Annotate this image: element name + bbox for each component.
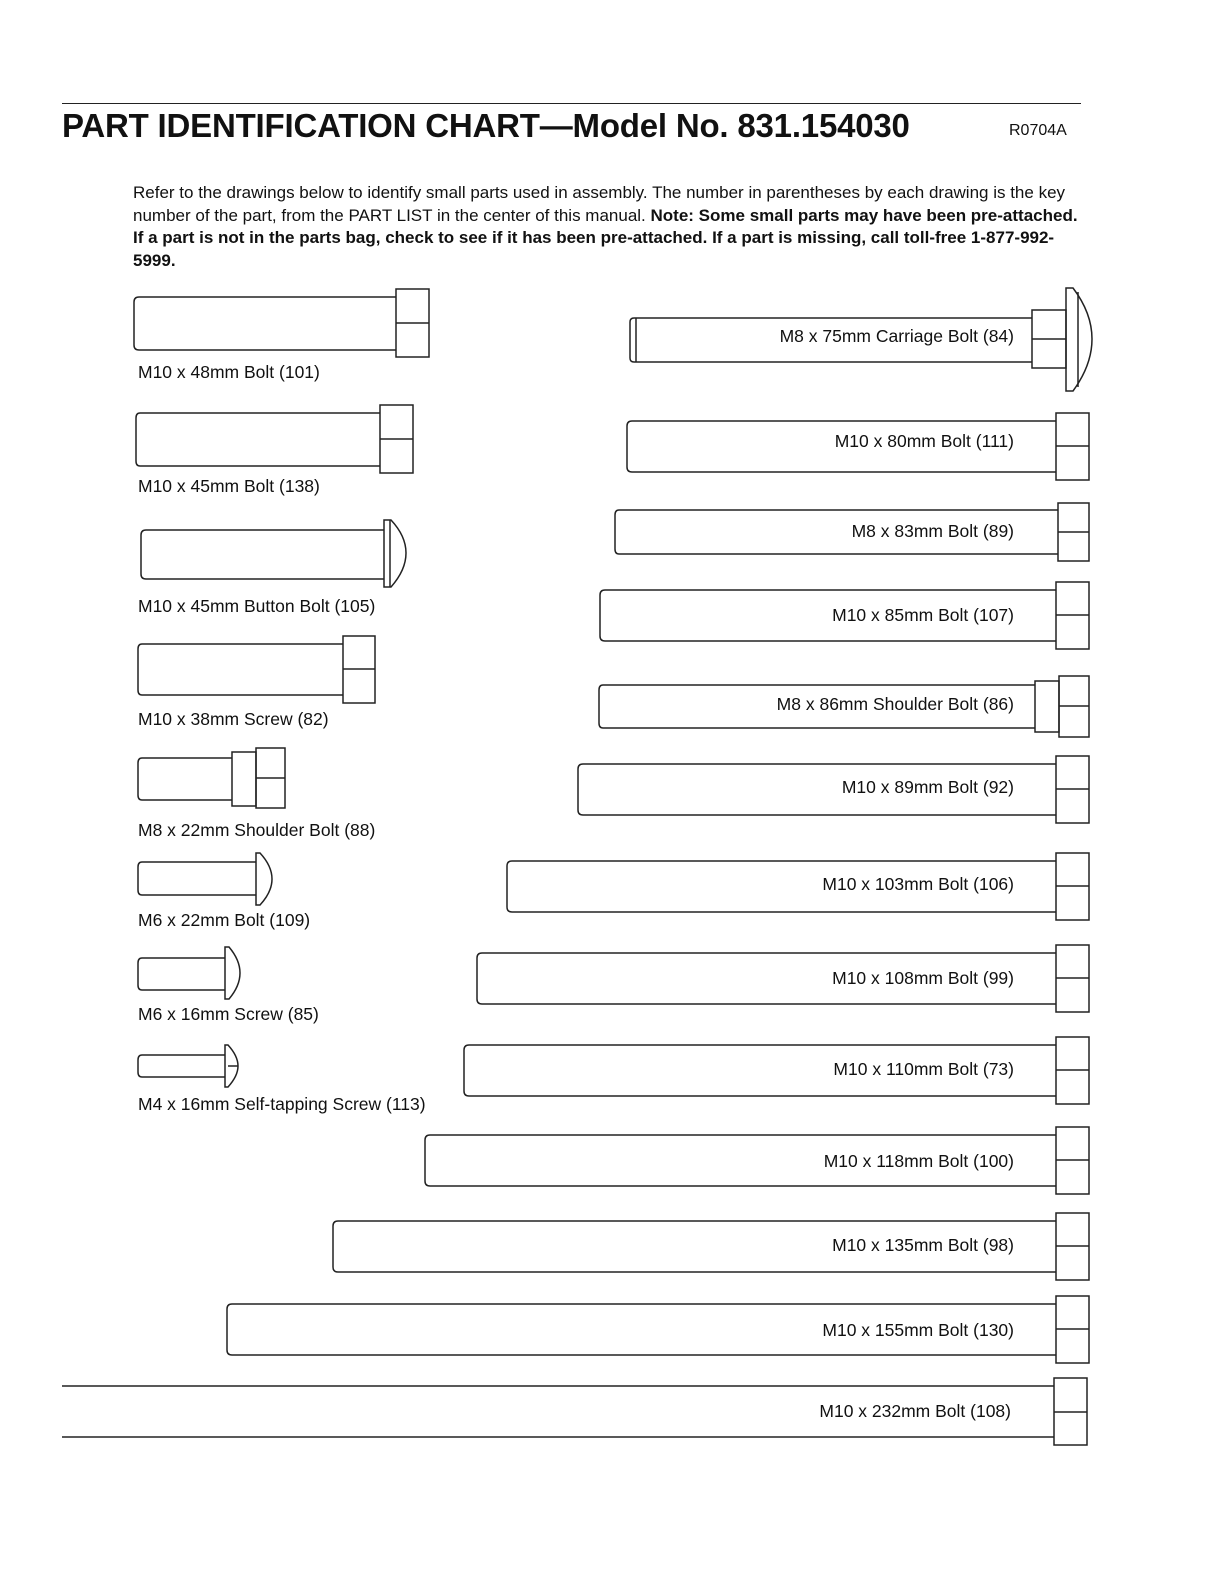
part-label-85: M6 x 16mm Screw (85) [138,1004,319,1024]
page-title: PART IDENTIFICATION CHART—Model No. 831.154030 [62,107,910,144]
part-label-106: M10 x 103mm Bolt (106) [822,874,1014,894]
part-label-138: M10 x 45mm Bolt (138) [138,476,320,496]
button-bolt-105-drawing [141,520,406,587]
part-label-109: M6 x 22mm Bolt (109) [138,910,311,930]
part-label-99: M10 x 108mm Bolt (99) [832,968,1014,988]
bolt-138-drawing [136,405,413,473]
part-label-107: M10 x 85mm Bolt (107) [832,605,1014,625]
part-label-113: M4 x 16mm Self-tapping Screw (113) [138,1094,426,1114]
screw-85-drawing [138,947,240,999]
part-label-100: M10 x 118mm Bolt (100) [823,1151,1014,1171]
part-label-111: M10 x 80mm Bolt (111) [834,431,1014,451]
document-code: R0704A [1009,122,1067,139]
part-label-84: M8 x 75mm Carriage Bolt (84) [779,326,1014,346]
screw-82-drawing [138,636,375,703]
screw-113-drawing [138,1045,238,1087]
part-label-73: M10 x 110mm Bolt (73) [833,1059,1014,1079]
part-label-86: M8 x 86mm Shoulder Bolt (86) [776,694,1014,714]
shoulder-bolt-88-drawing [138,748,285,808]
part-label-105: M10 x 45mm Button Bolt (105) [138,596,376,616]
bolt-101-drawing [134,289,429,357]
part-label-130: M10 x 155mm Bolt (130) [822,1320,1014,1340]
intro-text: Refer to the drawings below to identify small parts used in assembly. The number in parentheses by each drawing is the key number of the part, from the PART LIST in the center of this manual. [133,183,1066,225]
part-label-101: M10 x 48mm Bolt (101) [138,362,320,382]
part-label-92: M10 x 89mm Bolt (92) [841,777,1014,797]
part-label-108: M10 x 232mm Bolt (108) [819,1401,1011,1421]
bolt-109-drawing [138,853,272,905]
intro-note: Note: Some small parts may have been pre-attached. If a part is not in the parts bag, check to see if it has been pre-attached. If a part is missing, call toll-free 1-877-992-5999. [133,205,1078,270]
part-label-89: M8 x 83mm Bolt (89) [851,521,1014,541]
part-label-88: M8 x 22mm Shoulder Bolt (88) [138,820,376,840]
part-label-82: M10 x 38mm Screw (82) [138,709,329,729]
part-label-98: M10 x 135mm Bolt (98) [832,1235,1014,1255]
